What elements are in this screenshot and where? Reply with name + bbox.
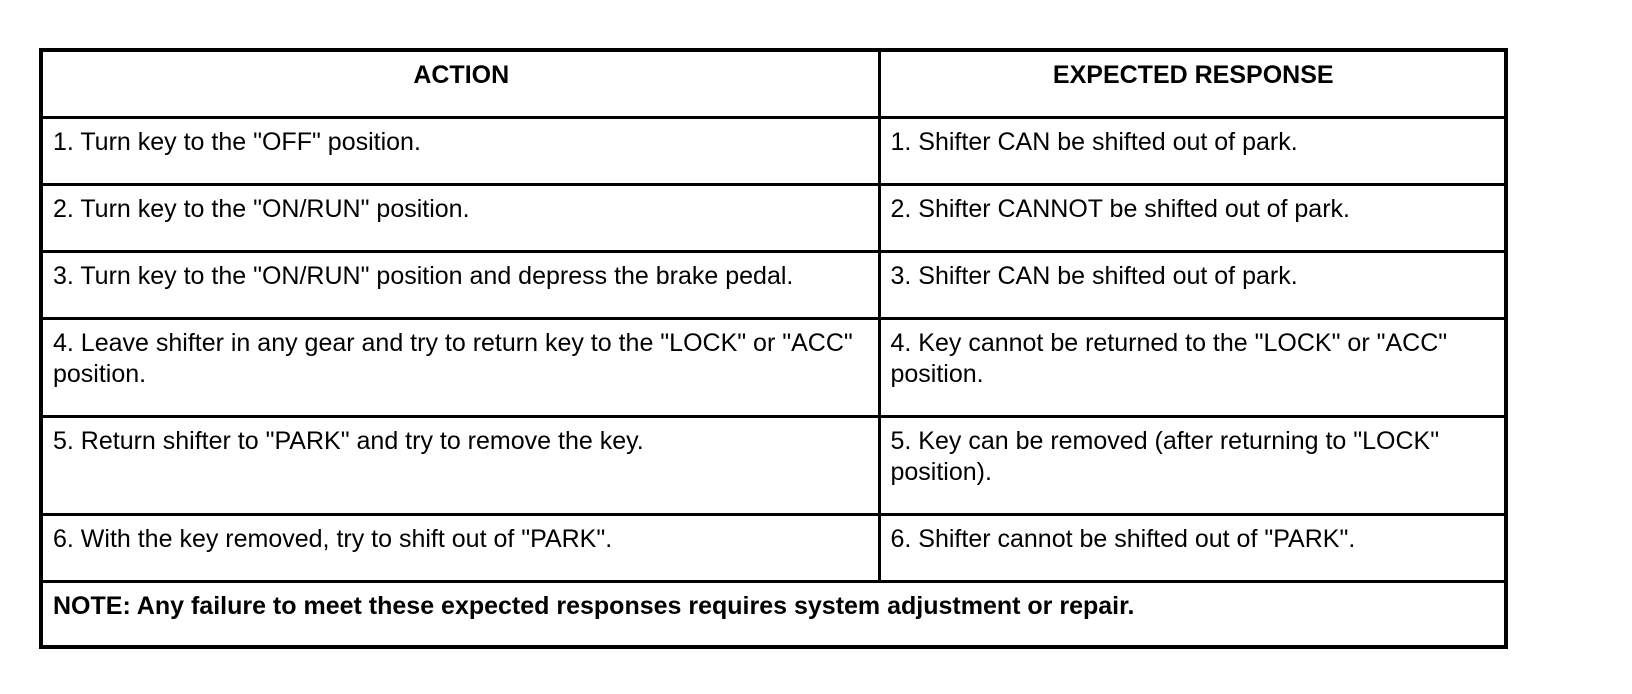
response-cell: 5. Key can be removed (after returning to "LOCK" position). bbox=[879, 416, 1506, 514]
table-row bbox=[41, 184, 1506, 251]
response-cell: 2. Shifter CANNOT be shifted out of park. bbox=[879, 184, 1506, 251]
response-cell: 4. Key cannot be returned to the "LOCK" or "ACC" position. bbox=[879, 318, 1506, 416]
action-cell: 4. Leave shifter in any gear and try to return key to the "LOCK" or "ACC" position. bbox=[41, 318, 879, 416]
table-row bbox=[41, 251, 1506, 318]
table-row bbox=[41, 416, 1506, 514]
table-row bbox=[41, 514, 1506, 581]
action-cell: 6. With the key removed, try to shift out of "PARK". bbox=[41, 514, 879, 581]
response-cell: 3. Shifter CAN be shifted out of park. bbox=[879, 251, 1506, 318]
table-row bbox=[41, 318, 1506, 416]
note-text: NOTE: Any failure to meet these expected responses requires system adjustment or repair. bbox=[41, 581, 1506, 647]
header-action: ACTION bbox=[41, 50, 879, 117]
table-row bbox=[41, 117, 1506, 184]
action-cell: 3. Turn key to the "ON/RUN" position and depress the brake pedal. bbox=[41, 251, 879, 318]
note-row bbox=[41, 581, 1506, 647]
action-response-table bbox=[39, 48, 1508, 649]
response-cell: 1. Shifter CAN be shifted out of park. bbox=[879, 117, 1506, 184]
header-expected-response: EXPECTED RESPONSE bbox=[879, 50, 1506, 117]
action-cell: 2. Turn key to the "ON/RUN" position. bbox=[41, 184, 879, 251]
action-cell: 5. Return shifter to "PARK" and try to remove the key. bbox=[41, 416, 879, 514]
response-cell: 6. Shifter cannot be shifted out of "PARK". bbox=[879, 514, 1506, 581]
action-cell: 1. Turn key to the "OFF" position. bbox=[41, 117, 879, 184]
table-header-row bbox=[41, 50, 1506, 117]
